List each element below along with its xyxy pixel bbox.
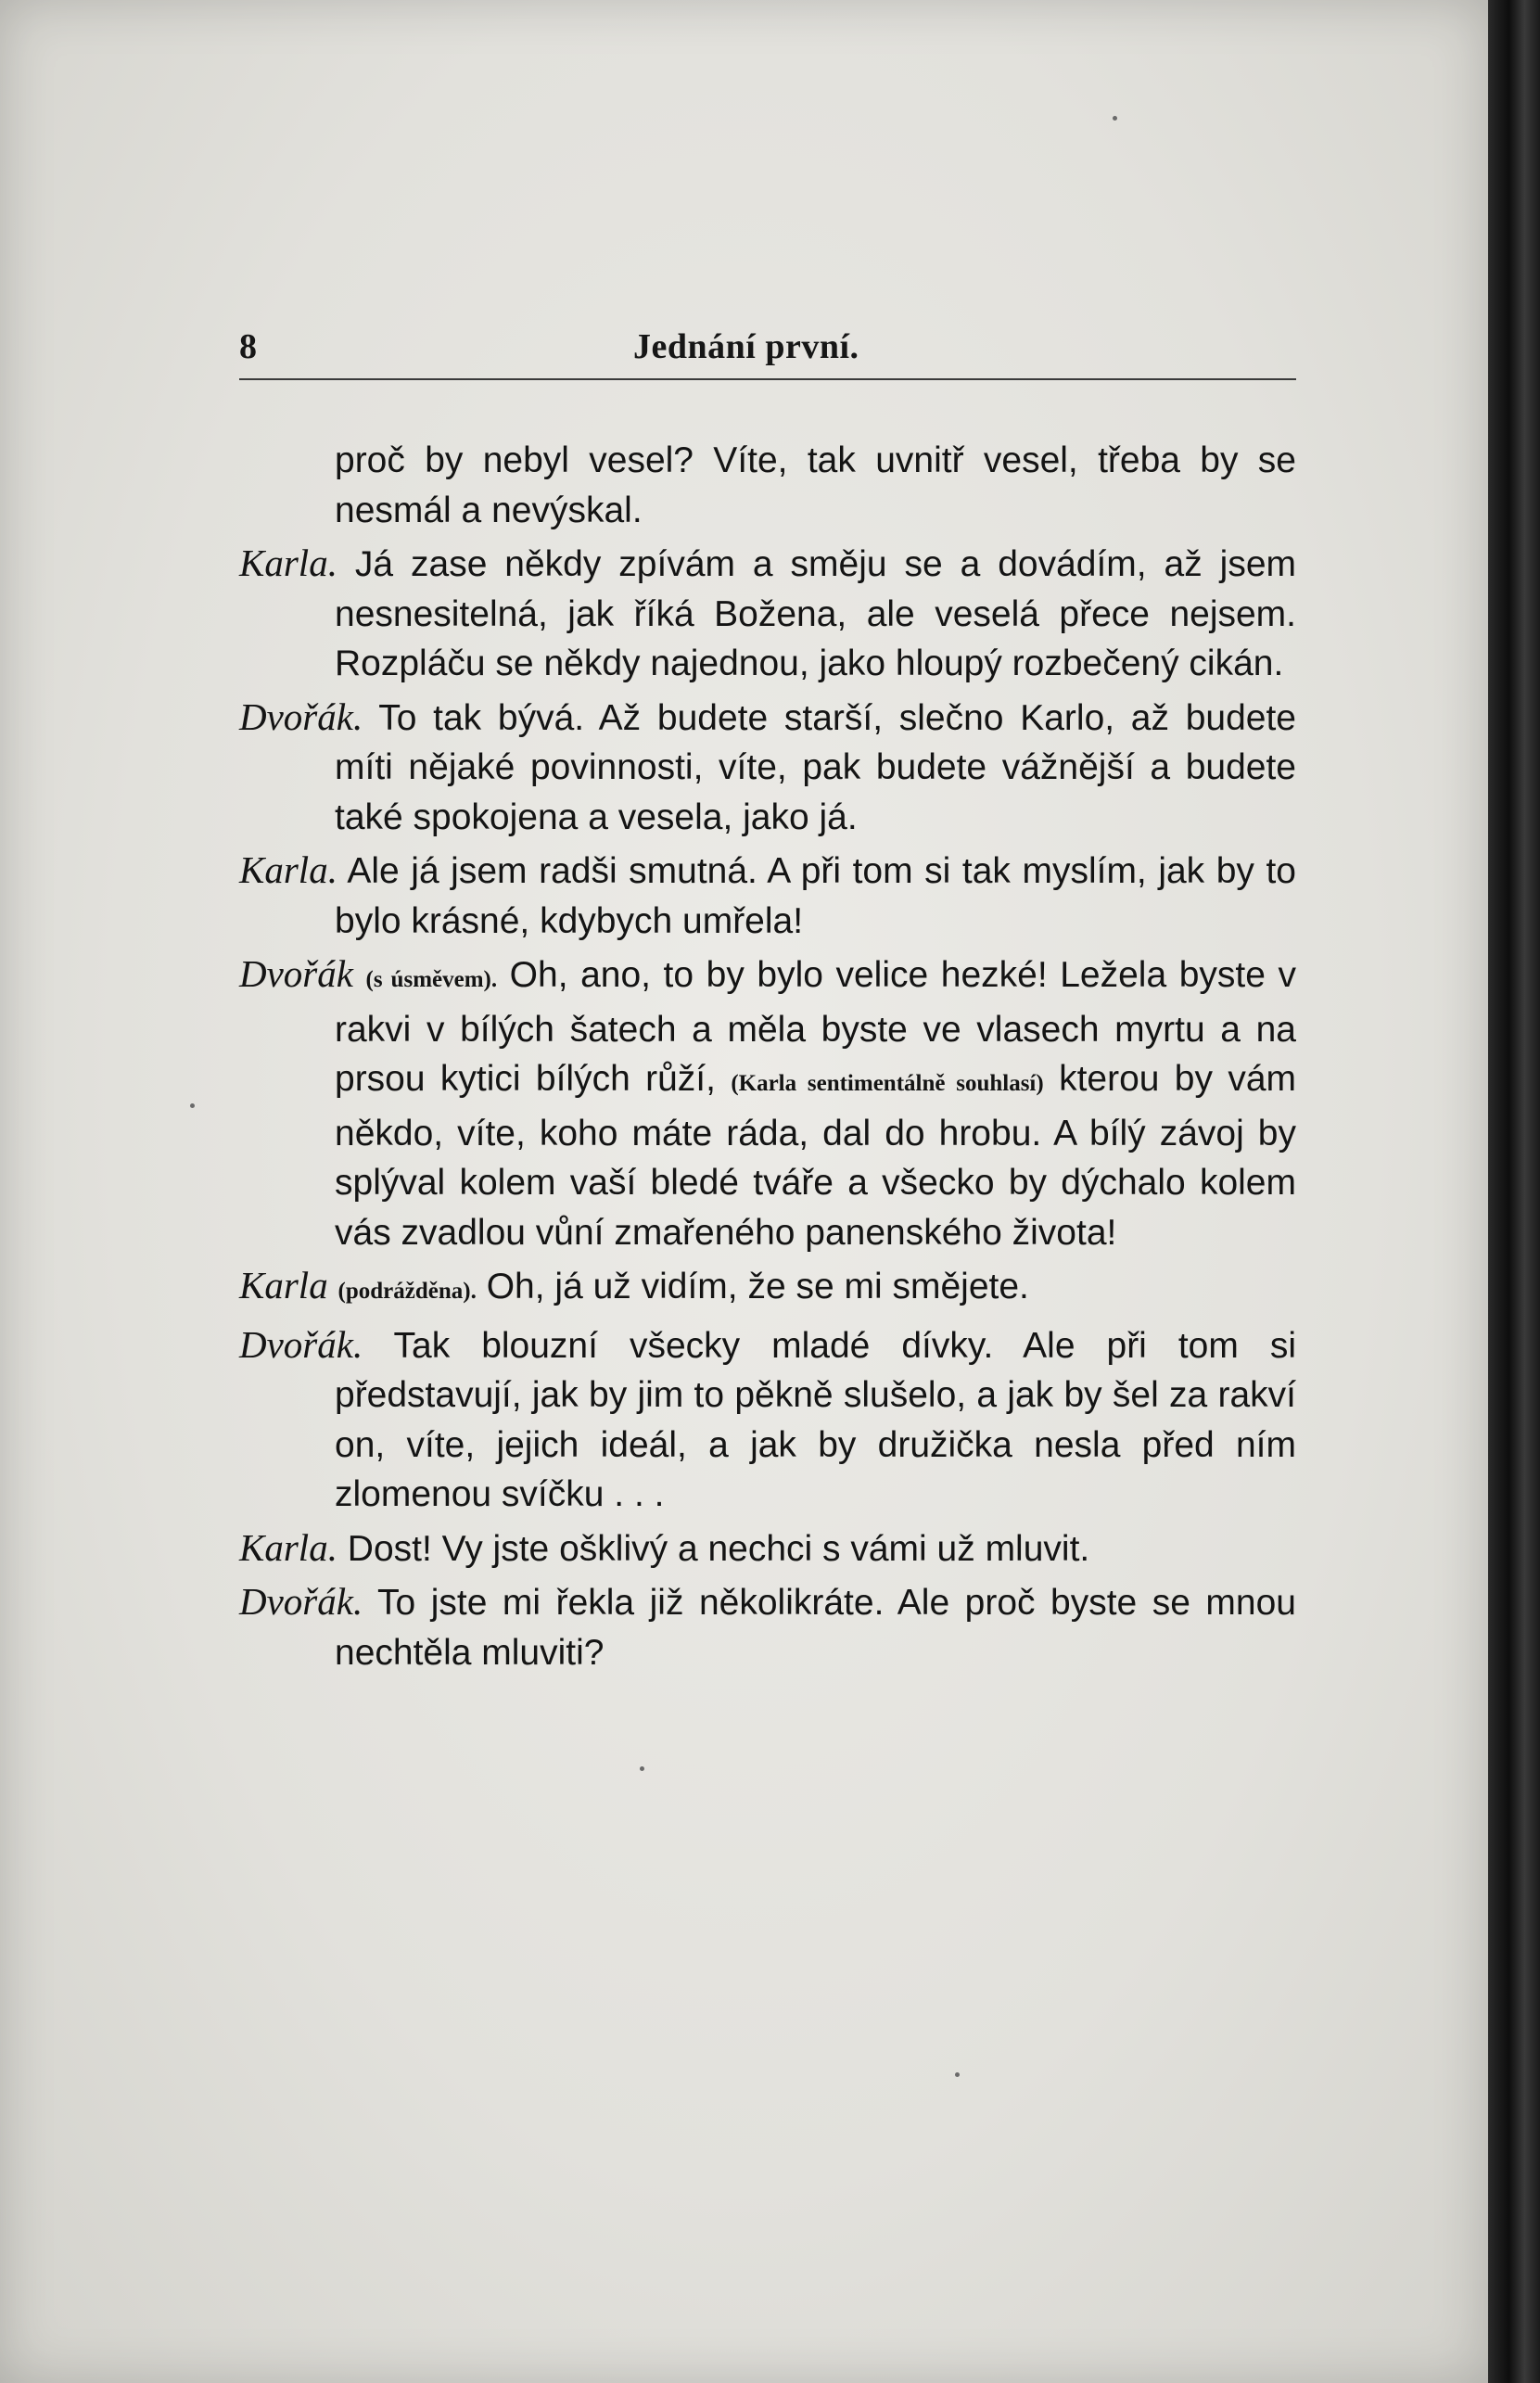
speech-text: kterou by vám někdo, víte, koho máte ráda, dal do hrobu. A bílý závoj by splýval kolem vaší bledé tváře a všecko by dýchalo kolem vás zvadlou vůní zmařeného panenského života!: [335, 1059, 1296, 1253]
dialogue-paragraph: [239, 949, 1296, 1257]
play-text: [239, 436, 1296, 1681]
speech-text: Já zase někdy zpívám a směju se a dovádím, až jsem nesnesitelná, jak říká Božena, ale veselá přece nejsem. Rozpláču se někdy najednou, jako hloupý rozbečený cikán.: [335, 544, 1297, 683]
stage-direction: (Karla sentimentálně souhlasí): [731, 1071, 1044, 1096]
speech-text: Ale já jsem radši smutná. A při tom si tak myslím, jak by to bylo krásné, kdybych umřela!: [335, 851, 1296, 941]
dialogue-paragraph: [239, 846, 1296, 946]
speaker-name: Dvořák.: [239, 695, 363, 738]
dialogue-paragraph: [239, 1320, 1296, 1520]
speaker-name: Karla: [239, 1264, 328, 1306]
running-title: Jednání první.: [633, 327, 859, 366]
dialogue-paragraph: [239, 436, 1296, 535]
page-header: [239, 315, 1296, 380]
speaker-name: Karla.: [239, 1525, 337, 1569]
dialogue-paragraph: [239, 539, 1296, 689]
speech-text: Oh, ano, to by bylo velice hezké! Ležela byste v rakvi v bílých šatech a měla byste ve vlasech myrtu a na prsou kytici bílých růží,: [335, 955, 1296, 1099]
speech-text: proč by nebyl vesel? Víte, tak uvnitř vesel, třeba by se nesmál a nevýskal.: [335, 440, 1296, 530]
dialogue-paragraph: [239, 1577, 1296, 1677]
dialogue-paragraph: [239, 1261, 1296, 1317]
book-binding-edge: [1488, 0, 1540, 2383]
page-number: 8: [239, 327, 257, 366]
stage-direction: (podrážděna).: [337, 1279, 477, 1304]
dialogue-paragraph: [239, 693, 1296, 843]
speaker-name: Karla.: [239, 542, 337, 584]
speaker-name: Dvořák: [239, 952, 353, 995]
speech-text: Oh, já už vidím, že se mi smějete.: [486, 1267, 1029, 1306]
speech-text: To tak bývá. Až budete starší, slečno Karlo, až budete míti nějaké povinnosti, víte, pak budete vážnější a budete také spokojena a vesela, jako já.: [335, 697, 1296, 837]
paper-speck: [955, 2072, 960, 2077]
speaker-name: Karla.: [239, 848, 337, 891]
speech-text: To jste mi řekla již několikráte. Ale proč byste se mnou nechtěla mluviti?: [335, 1583, 1296, 1673]
speaker-name: Dvořák.: [239, 1322, 363, 1366]
dialogue-paragraph: [239, 1523, 1296, 1574]
speech-text: Dost! Vy jste ošklivý a nechci s vámi už mluvit.: [347, 1528, 1090, 1569]
paper-speck: [190, 1103, 195, 1108]
speech-text: Tak blouzní všecky mladé dívky. Ale při tom si představují, jak by jim to pěkně slušelo, a jak by šel za rakví on, víte, jejich ideál, a jak by družička nesla před ním zlomenou svíčku . . .: [335, 1325, 1296, 1514]
paper-speck: [640, 1766, 644, 1771]
paper-speck: [1113, 116, 1117, 121]
stage-direction: (s úsměvem).: [365, 967, 498, 992]
header-rule: [239, 378, 1296, 380]
speaker-name: Dvořák.: [239, 1580, 363, 1623]
